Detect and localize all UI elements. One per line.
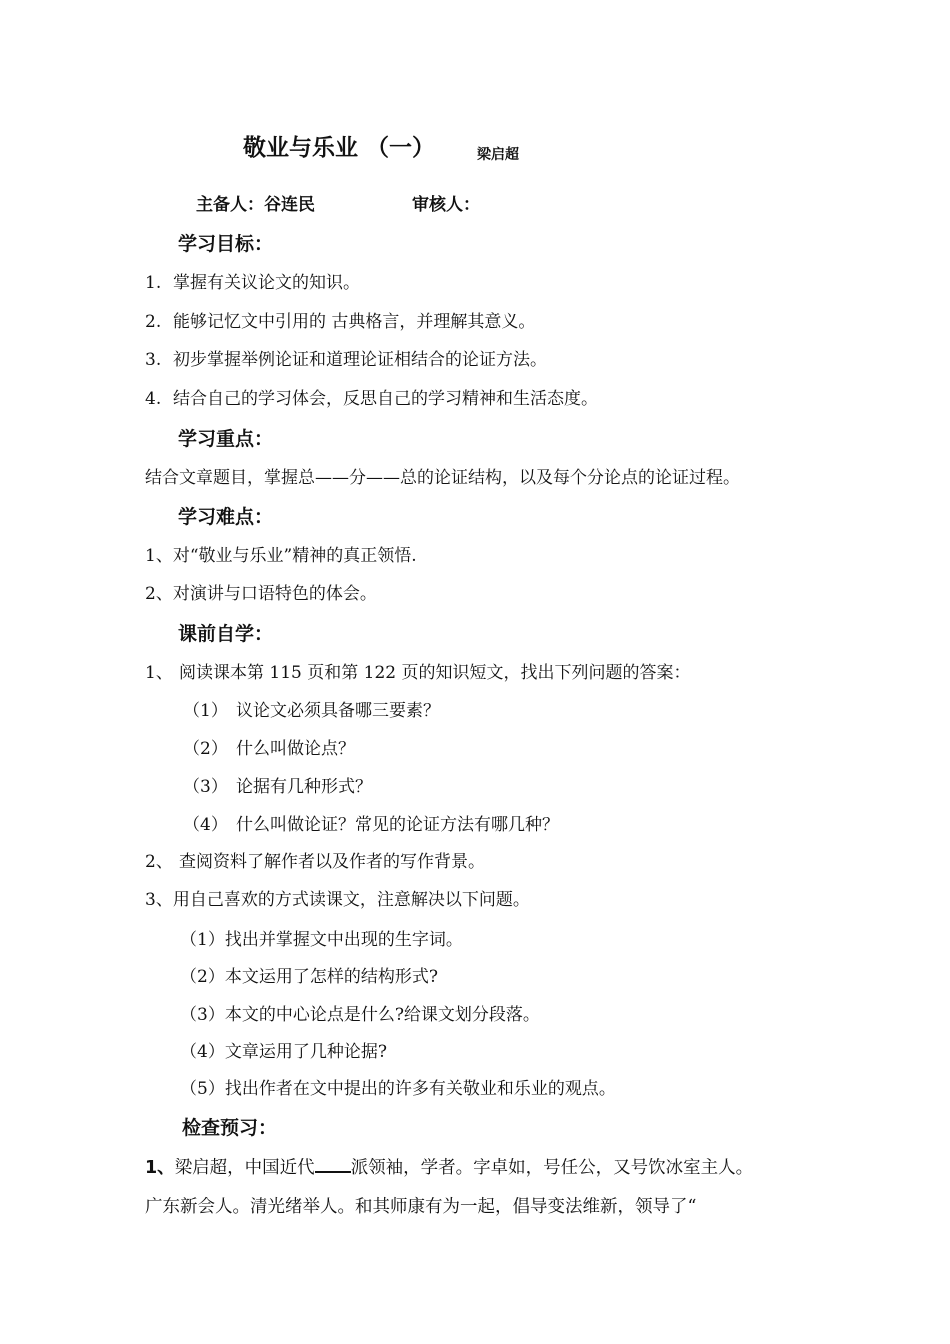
- list-text: 能够记忆文中引用的 古典格言，并理解其意义。: [173, 312, 536, 332]
- question-item: （1）找出并掌握文中出现的生字词。: [180, 930, 463, 950]
- difficulties-heading: 学习难点：: [178, 506, 274, 528]
- question-item: [183, 814, 559, 836]
- key-points-text: 结合文章题目，掌握总——分——总的论证结构，以及每个分论点的论证过程。: [145, 468, 740, 488]
- question-number: （4）: [183, 815, 228, 835]
- fill-text-after: 派领袖，学者。字卓如，号任公，又号饮冰室主人。: [350, 1158, 754, 1178]
- key-points-heading: 学习重点：: [178, 428, 274, 450]
- goals-heading: 学习目标：: [178, 233, 274, 255]
- fill-in-blank: [315, 1157, 351, 1173]
- self-study-heading: 课前自学：: [178, 623, 274, 645]
- question-item: [183, 738, 355, 760]
- list-item: [145, 388, 598, 410]
- question-number: （1）: [183, 701, 228, 721]
- question-number: （3）: [183, 777, 228, 797]
- list-number: 1.: [145, 273, 162, 293]
- list-number: 1、: [145, 1158, 175, 1178]
- list-item: [145, 311, 535, 333]
- reviewer-label: 审核人：: [412, 195, 480, 215]
- fill-text-before: 梁启超，中国近代: [174, 1158, 315, 1178]
- list-number: 1、: [145, 663, 173, 683]
- list-text: 初步掌握举例论证和道理论证相结合的论证方法。: [173, 350, 547, 370]
- question-number: （2）: [183, 739, 228, 759]
- difficulty-item: 2、对演讲与口语特色的体会。: [145, 584, 377, 604]
- question-item: （5）找出作者在文中提出的许多有关敬业和乐业的观点。: [180, 1079, 616, 1099]
- question-text: 议论文必须具备哪三要素？: [236, 701, 440, 721]
- difficulty-item: 1、对“敬业与乐业”精神的真正领悟.: [145, 546, 417, 566]
- list-number: 3.: [145, 350, 162, 370]
- question-item: （4）文章运用了几种论据?: [180, 1042, 387, 1062]
- question-item: （2）本文运用了怎样的结构形式?: [180, 967, 438, 987]
- question-item: （3）本文的中心论点是什么?给课文划分段落。: [180, 1005, 540, 1025]
- author-name: 梁启超: [477, 147, 519, 163]
- list-number: 2、: [145, 852, 173, 872]
- self-study-item-3: 3、用自己喜欢的方式读课文，注意解决以下问题。: [145, 890, 530, 910]
- list-number: 2.: [145, 312, 162, 332]
- list-number: 4.: [145, 389, 162, 409]
- page-title: 敬业与乐业 （一）: [243, 135, 436, 161]
- self-study-item-1: [145, 662, 691, 684]
- question-item: [183, 700, 440, 722]
- list-item: [145, 349, 547, 371]
- preview-check-item: [145, 1157, 753, 1179]
- list-item: [145, 272, 360, 294]
- question-text: 什么叫做论点？: [236, 739, 355, 759]
- question-text: 论据有几种形式？: [236, 777, 372, 797]
- list-text: 掌握有关议论文的知识。: [173, 273, 360, 293]
- list-text: 阅读课本第 115 页和第 122 页的知识短文，找出下列问题的答案：: [179, 663, 691, 683]
- preview-check-line: 广东新会人。清光绪举人。和其师康有为一起，倡导变法维新，领导了“: [145, 1197, 697, 1217]
- question-item: [183, 776, 372, 798]
- preview-check-heading: 检查预习：: [182, 1117, 278, 1139]
- list-text: 结合自己的学习体会，反思自己的学习精神和生活态度。: [173, 389, 598, 409]
- list-text: 查阅资料了解作者以及作者的写作背景。: [179, 852, 485, 872]
- preparer-label: 主备人：谷连民: [196, 195, 315, 215]
- self-study-item-2: [145, 851, 485, 873]
- question-text: 什么叫做论证？常见的论证方法有哪几种？: [236, 815, 559, 835]
